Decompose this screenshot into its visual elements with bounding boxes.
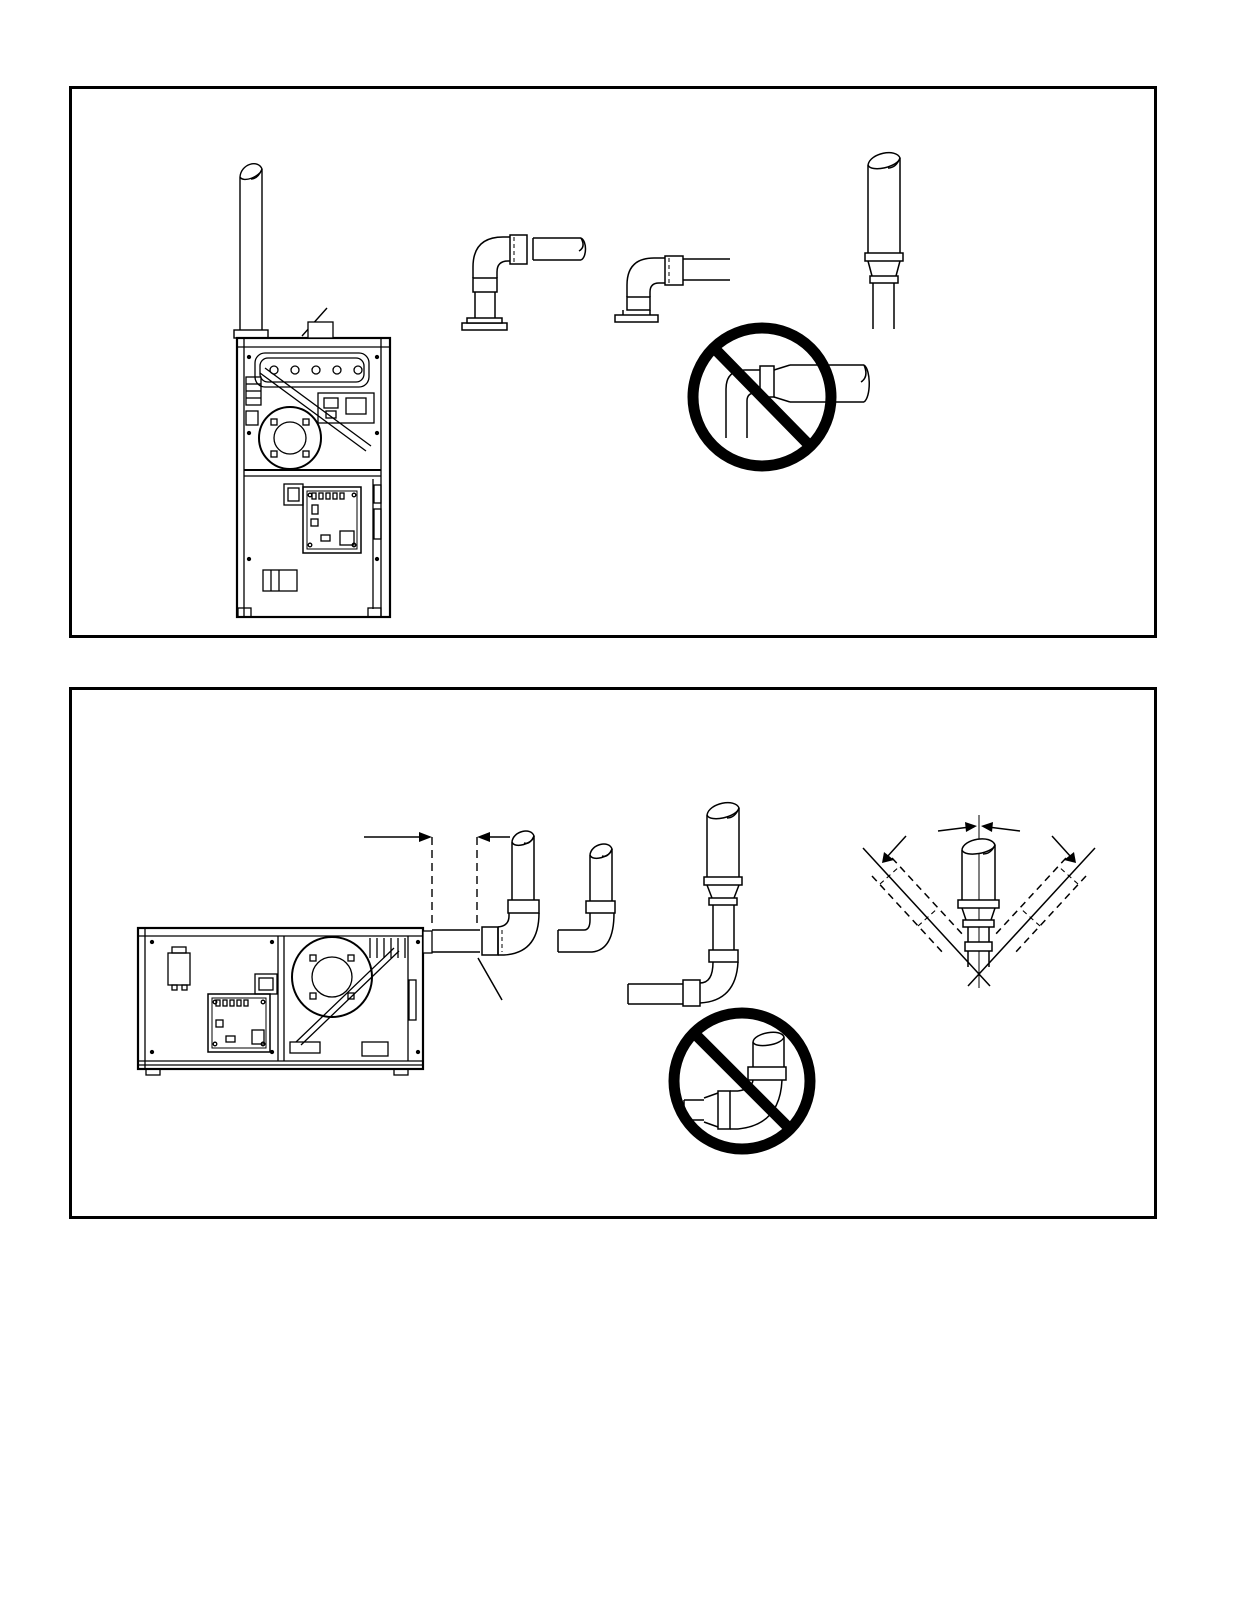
exhaust-pointer-line-2 bbox=[478, 958, 502, 1000]
horizontal-elbow-option1-drawing bbox=[432, 831, 539, 955]
elbow-option1-drawing bbox=[462, 235, 586, 330]
furnace-front-view bbox=[237, 322, 390, 617]
transition-assembly-drawing bbox=[865, 153, 903, 329]
horizontal-diagram-panel bbox=[69, 687, 1157, 1219]
upflow-diagram-panel bbox=[69, 86, 1157, 638]
no-transition-symbol bbox=[693, 328, 869, 466]
dimension-12in-max bbox=[364, 832, 510, 927]
horizontal-line-art bbox=[72, 690, 1148, 1210]
no-transition-symbol-2 bbox=[674, 1013, 810, 1149]
exhaust-riser-pipe-drawing bbox=[234, 164, 268, 338]
side-view-45-deg-drawing bbox=[863, 815, 1095, 988]
elbow-option2-drawing bbox=[615, 256, 730, 322]
horizontal-transition-assembly bbox=[628, 803, 742, 1006]
upflow-line-art bbox=[72, 89, 1148, 629]
horizontal-elbow-option2-drawing bbox=[558, 844, 615, 952]
furnace-side-view bbox=[138, 928, 432, 1075]
